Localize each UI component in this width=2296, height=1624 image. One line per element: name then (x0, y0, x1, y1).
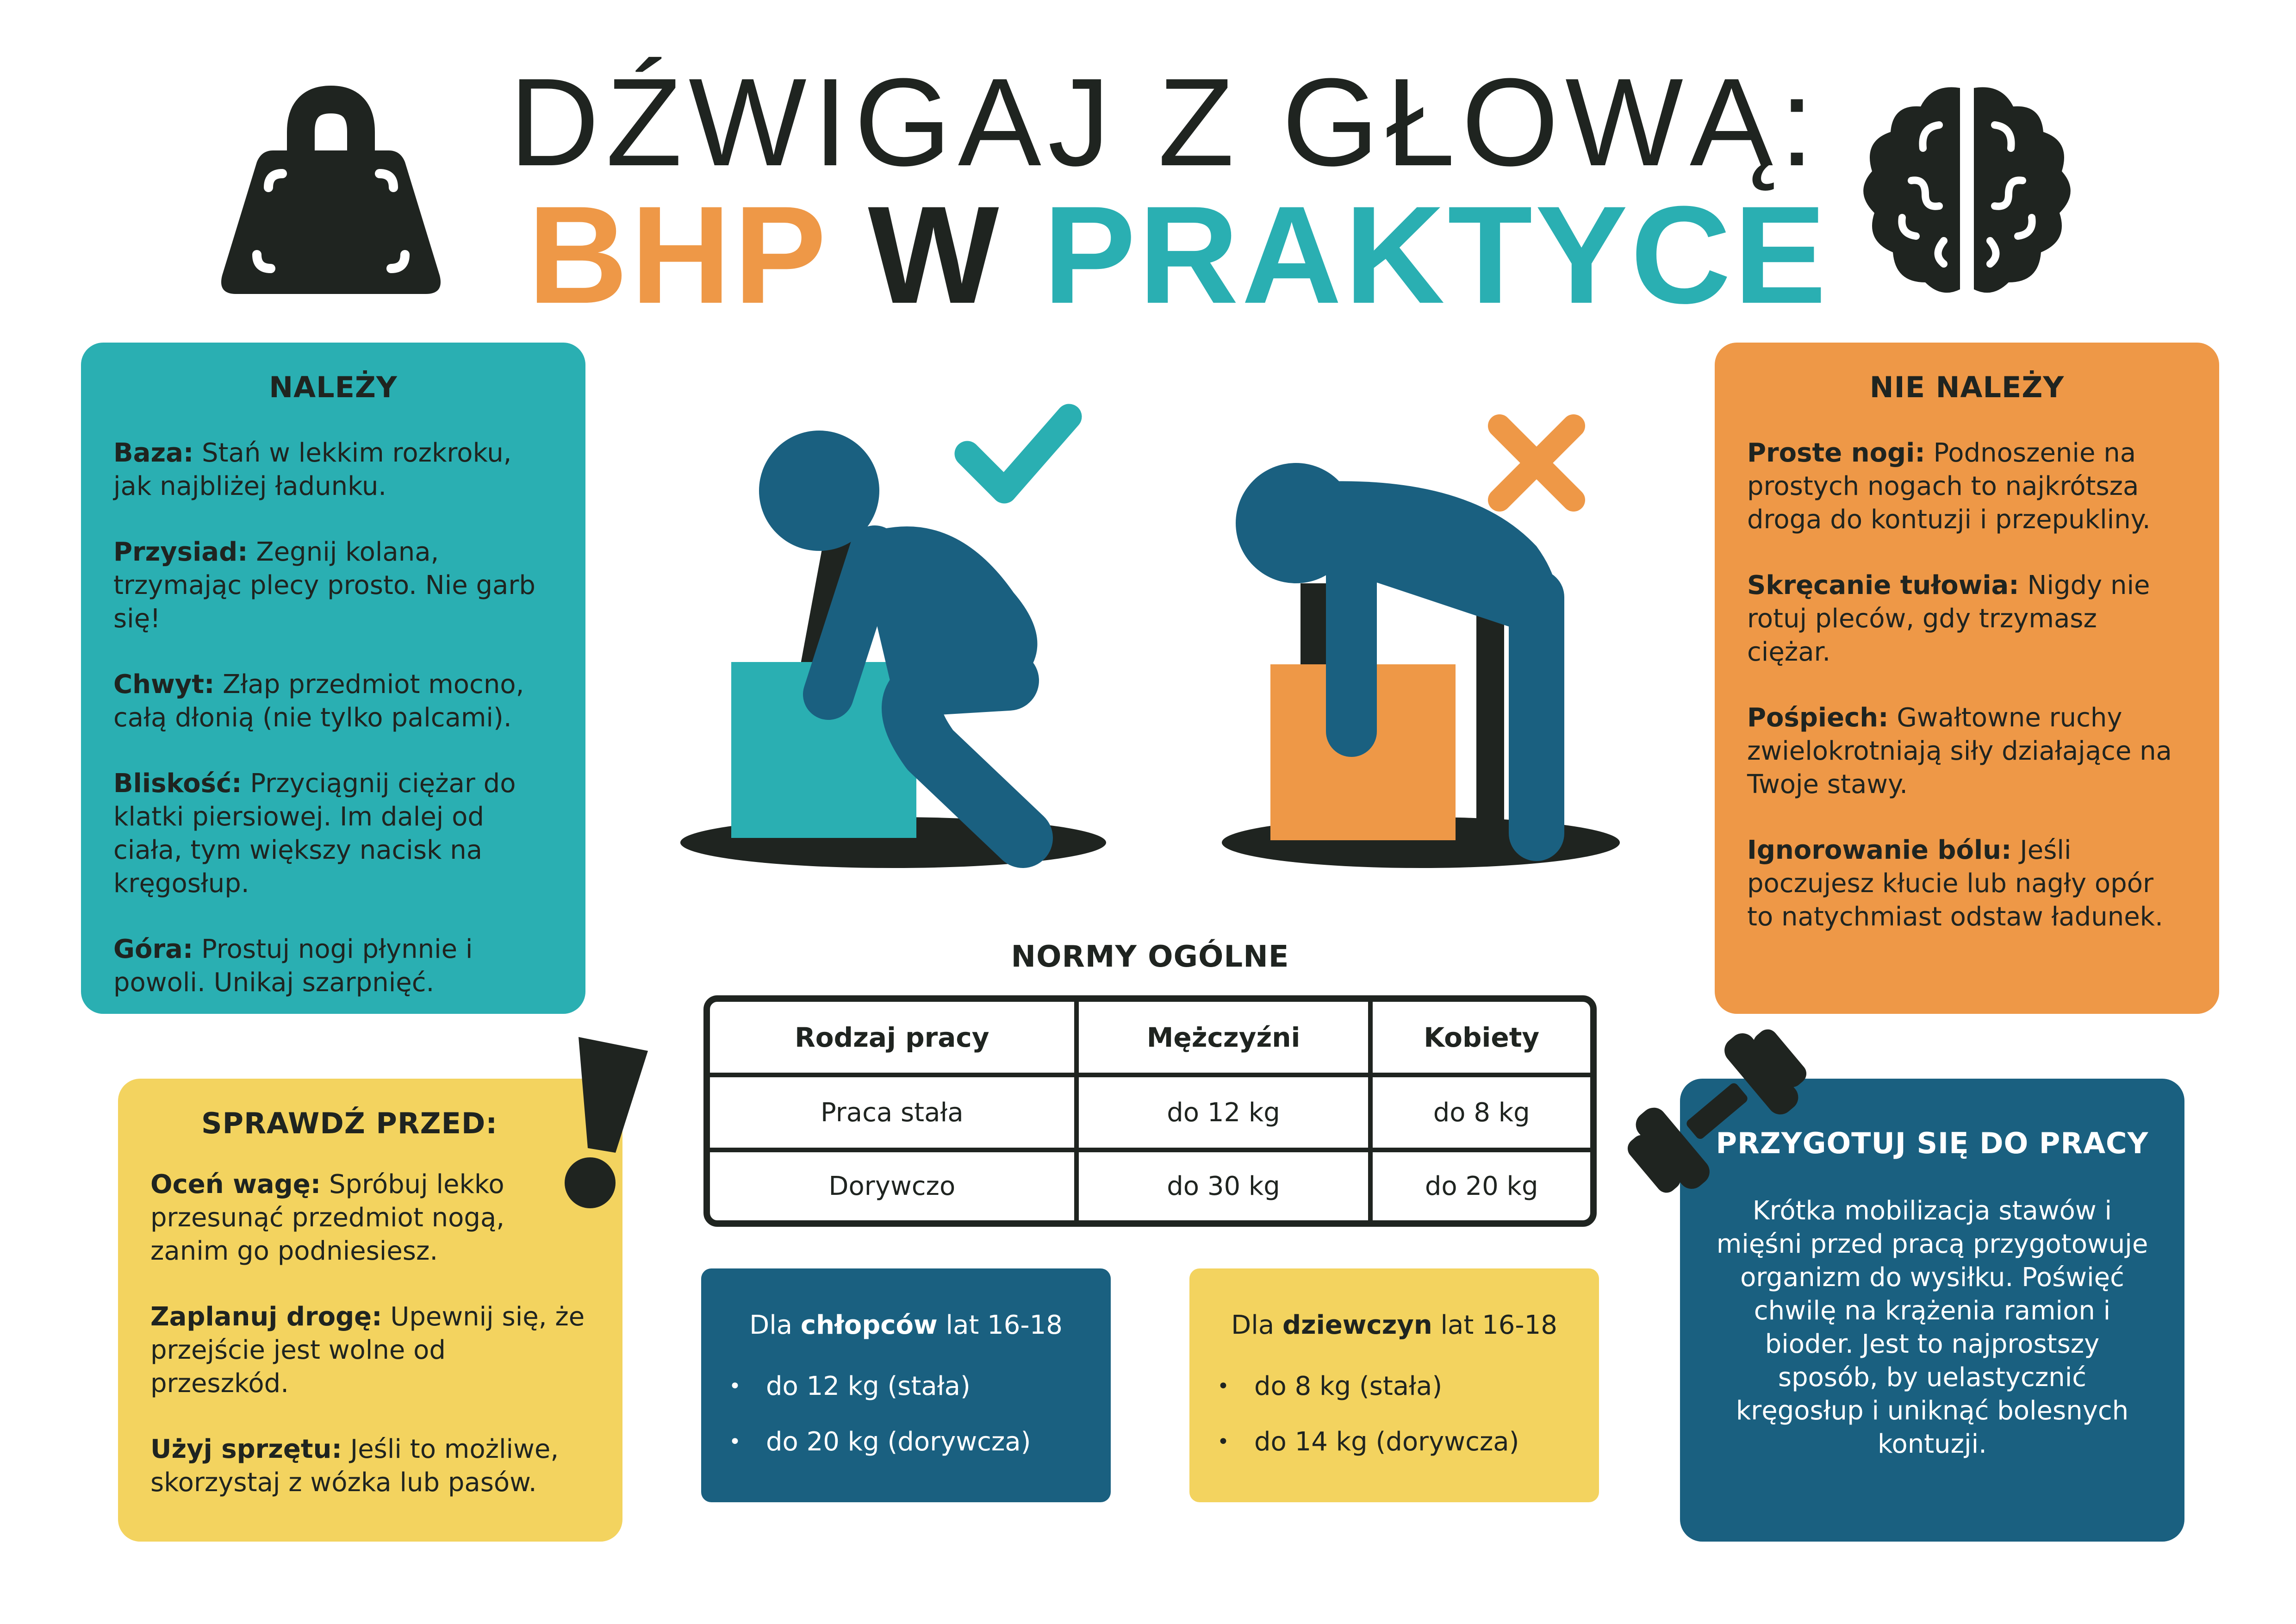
do-item (113, 536, 553, 636)
check-item (150, 1433, 590, 1499)
dont-item (1747, 701, 2187, 801)
dont-item (1747, 834, 2187, 934)
title-line-1: DŹWIGAJ Z GŁOWĄ: (509, 53, 1821, 192)
title-praktyce: PRAKTYCE (1043, 177, 1829, 332)
check-item-text: Upewnij się, że przejście jest wolne od przeszkód. (150, 1302, 585, 1399)
do-item-text: Prostuj nogi płynnie i powoli. Unikaj szarpnięć. (113, 934, 473, 998)
norms-title: NORMY OGÓLNE (1011, 940, 1289, 974)
prepare-body: Krótka mobilizacja stawów i mięśni przed pracą przygotowuje organizm do wysiłku. Poświęć chwilę na krążenia ramion i bioder. Jest to najprostszy sposób, by uelastycznić kręgosłup i uniknąć bolesnych kontuzji. (1716, 1196, 2148, 1459)
prepare-heading: PRZYGOTUJ SIĘ DO PRACY (1716, 1126, 2149, 1160)
dumbbell-icon (1615, 1014, 1819, 1208)
correct-lift-illustration (671, 398, 1134, 880)
table-cell: do 12 kg (1076, 1075, 1371, 1150)
exclamation-icon (537, 1032, 653, 1218)
dont-item-text: Jeśli poczujesz kłucie lub nagły opór to natychmiast odstaw ładunek. (1747, 835, 2163, 932)
title-bhp: BHP (528, 177, 827, 332)
do-item (113, 933, 553, 999)
brain-icon (1851, 79, 2083, 301)
kettlebell-weight-icon (218, 81, 444, 299)
list-item: • do 12 kg (stała) (729, 1359, 1083, 1414)
check-item-text: Jeśli to możliwe, skorzystaj z wózka lub pasów. (150, 1434, 559, 1498)
table-row (710, 1075, 1590, 1150)
dont-item-term: Skręcanie tułowia: (1747, 570, 2019, 600)
table-row (710, 1150, 1590, 1220)
check-item (150, 1300, 590, 1400)
dont-heading: NIE NALEŻY (1869, 370, 2065, 404)
check-item-text: Spróbuj lekko przesunąć przedmiot nogą, zanim go podniesiesz. (150, 1169, 504, 1266)
do-item-text: Złap przedmiot mocno, całą dłonią (nie tylko palcami). (113, 669, 524, 733)
dont-item-term: Ignorowanie bólu: (1747, 835, 2012, 865)
dont-card (1715, 343, 2219, 1014)
do-item-term: Bliskość: (113, 768, 242, 799)
dont-item-text: Gwałtowne ruchy zwielokrotniają siły działające na Twoje stawy. (1747, 703, 2172, 800)
check-item (150, 1168, 590, 1268)
table-cell: Dorywczo (710, 1150, 1076, 1220)
norms-table (703, 995, 1597, 1227)
check-item-term: Użyj sprzętu: (150, 1434, 342, 1464)
dont-item-term: Proste nogi: (1747, 438, 1925, 468)
do-item-text: Stań w lekkim rozkroku, jak najbliżej ładunku. (113, 438, 512, 501)
list-item: • do 20 kg (dorywcza) (729, 1414, 1083, 1470)
dont-item-term: Pośpiech: (1747, 703, 1889, 733)
check-item-term: Oceń wagę: (150, 1169, 321, 1199)
do-item-text: Zegnij kolana, trzymając plecy prosto. Nie garb się! (113, 537, 535, 634)
table-header-row (710, 1002, 1590, 1075)
do-item-term: Góra: (113, 934, 193, 964)
check-heading: SPRAWDŹ PRZED: (201, 1106, 498, 1140)
do-item-term: Baza: (113, 438, 194, 468)
youth-girls-heading (1217, 1310, 1571, 1340)
title-line-2 (528, 177, 1870, 332)
do-item (113, 668, 553, 735)
list-item: • do 8 kg (stała) (1217, 1359, 1571, 1414)
do-item-text: Przyciągnij ciężar do klatki piersiowej. Im dalej od ciała, tym większy nacisk na kręgosłup. (113, 768, 516, 899)
table-cell: do 30 kg (1076, 1150, 1371, 1220)
table-header-cell: Kobiety (1370, 1002, 1590, 1075)
dont-item-text: Nigdy nie rotuj pleców, gdy trzymasz ciężar. (1747, 570, 2150, 667)
checkmark-icon (967, 417, 1069, 491)
youth-heading-prefix: Dla (749, 1310, 801, 1340)
dont-item (1747, 569, 2187, 669)
cross-icon (1500, 426, 1574, 500)
youth-heading-bold: dziewczyn (1282, 1310, 1432, 1340)
wrong-lift-illustration (1213, 398, 1629, 880)
do-card (81, 343, 585, 1014)
youth-heading-prefix: Dla (1231, 1310, 1282, 1340)
table-header-cell: Rodzaj pracy (710, 1002, 1076, 1075)
do-item-term: Chwyt: (113, 669, 215, 700)
youth-boys-box (701, 1268, 1111, 1502)
check-item-term: Zaplanuj drogę: (150, 1302, 382, 1332)
youth-girls-box (1189, 1268, 1599, 1502)
table-cell: do 8 kg (1370, 1075, 1590, 1150)
dont-item-text: Podnoszenie na prostych nogach to najkrótsza droga do kontuzji i przepukliny. (1747, 438, 2151, 535)
table-cell: Praca stała (710, 1075, 1076, 1150)
youth-heading-suffix: lat 16-18 (1432, 1310, 1557, 1340)
do-item (113, 767, 553, 900)
list-item: • do 14 kg (dorywcza) (1217, 1414, 1571, 1470)
youth-heading-suffix: lat 16-18 (937, 1310, 1063, 1340)
title-w: W (868, 177, 1002, 332)
dont-item (1747, 437, 2187, 537)
do-item-term: Przysiad: (113, 537, 248, 567)
youth-heading-bold: chłopców (800, 1310, 938, 1340)
do-item (113, 437, 553, 503)
table-cell: do 20 kg (1370, 1150, 1590, 1220)
table-header-cell: Mężczyźni (1076, 1002, 1371, 1075)
youth-boys-heading (729, 1310, 1083, 1340)
do-heading: NALEŻY (269, 370, 398, 404)
